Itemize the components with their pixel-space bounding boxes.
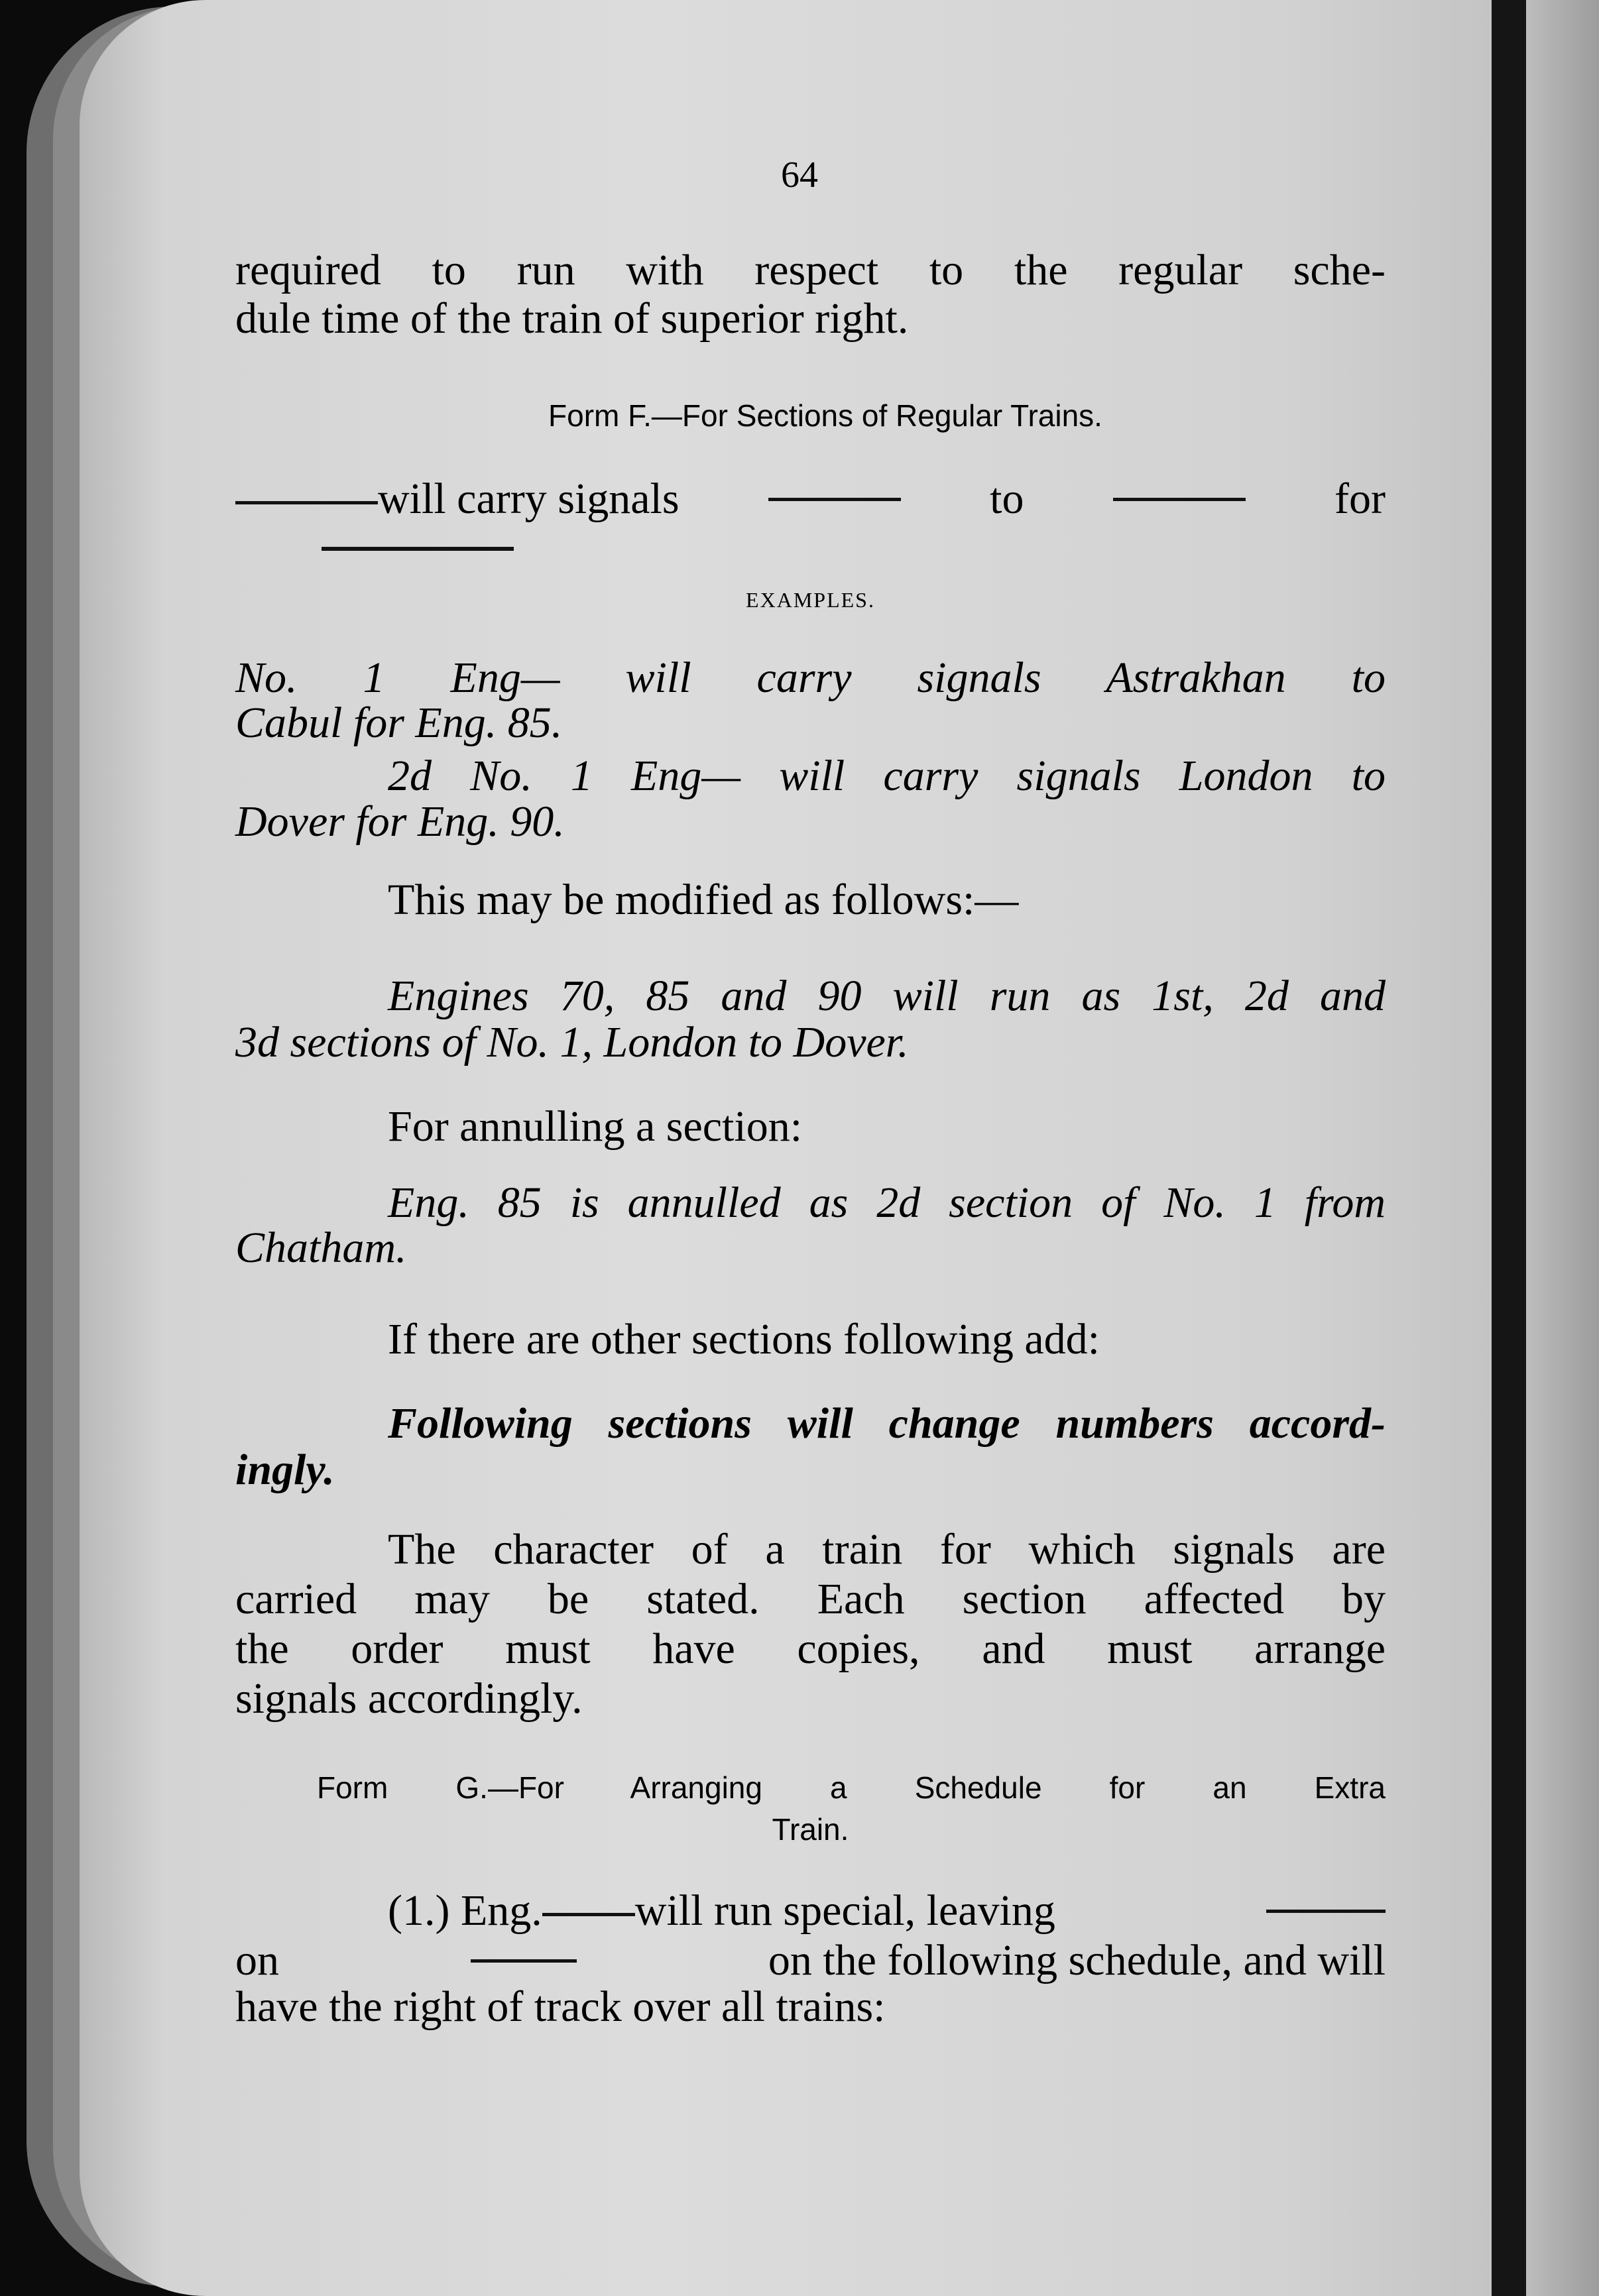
- example-line: Chatham.: [235, 1224, 407, 1272]
- text-line: For annulling a section:: [388, 1102, 803, 1151]
- text-line: carried may be stated. Each section affected by: [235, 1575, 1386, 1623]
- example-line: Following sections will change numbers accord-: [388, 1399, 1386, 1448]
- form-f-for-label: for: [1334, 475, 1386, 523]
- form-g-heading-cont: Train.: [772, 1812, 849, 1847]
- blank-line: [1266, 1910, 1386, 1913]
- text-line: have the right of track over all trains:: [235, 1982, 886, 2031]
- text-line: required to run with respect to the regular sche-: [235, 246, 1386, 294]
- example-line: ingly.: [235, 1446, 335, 1494]
- form-g-schedule-text: on the following schedule, and will: [768, 1936, 1386, 1984]
- form-g-line-1: [388, 1886, 1386, 1936]
- form-g-eng-text: (1.) Eng.: [388, 1886, 542, 1935]
- text-line: This may be modified as follows:—: [388, 876, 1019, 924]
- examples-heading: EXAMPLES.: [746, 588, 875, 612]
- form-g-eng-label: [388, 1886, 1055, 1936]
- form-g-leaving-text: will run special, leaving: [634, 1886, 1055, 1935]
- blank-line: [768, 498, 901, 501]
- form-f-to-label: to: [990, 475, 1024, 523]
- text-line: The character of a train for which signals are: [388, 1525, 1386, 1574]
- text-line: dule time of the train of superior right.: [235, 294, 909, 343]
- form-g-heading: Form G.—For Arranging a Schedule for an Extra: [317, 1770, 1386, 1805]
- example-line: Cabul for Eng. 85.: [235, 699, 563, 747]
- signature-rule: [322, 547, 514, 551]
- blank-line: [1113, 498, 1246, 501]
- form-f-will-label: will carry signals: [378, 475, 680, 523]
- blank-line: [471, 1959, 577, 1963]
- example-line: Engines 70, 85 and 90 will run as 1st, 2d and: [388, 972, 1386, 1020]
- example-line: No. 1 Eng— will carry signals Astrakhan to: [235, 654, 1386, 702]
- text-line: the order must have copies, and must arrange: [235, 1625, 1386, 1673]
- text-line: If there are other sections following add:: [388, 1315, 1100, 1363]
- example-line: Eng. 85 is annulled as 2d section of No. 1 from: [388, 1178, 1386, 1227]
- form-f-template-left: [235, 474, 680, 524]
- page-number: 64: [781, 154, 818, 196]
- form-g-line-2: [235, 1935, 1386, 1986]
- form-f-template: [235, 474, 1386, 524]
- form-g-on-label: on: [235, 1936, 279, 1984]
- example-line: 3d sections of No. 1, London to Dover.: [235, 1018, 909, 1066]
- blank-line: [235, 501, 378, 504]
- blank-line: [542, 1913, 635, 1916]
- example-line: Dover for Eng. 90.: [235, 797, 565, 846]
- form-f-heading: Form F.—For Sections of Regular Trains.: [548, 398, 1102, 433]
- example-line: 2d No. 1 Eng— will carry signals London to: [388, 752, 1386, 800]
- text-line: signals accordingly.: [235, 1674, 583, 1723]
